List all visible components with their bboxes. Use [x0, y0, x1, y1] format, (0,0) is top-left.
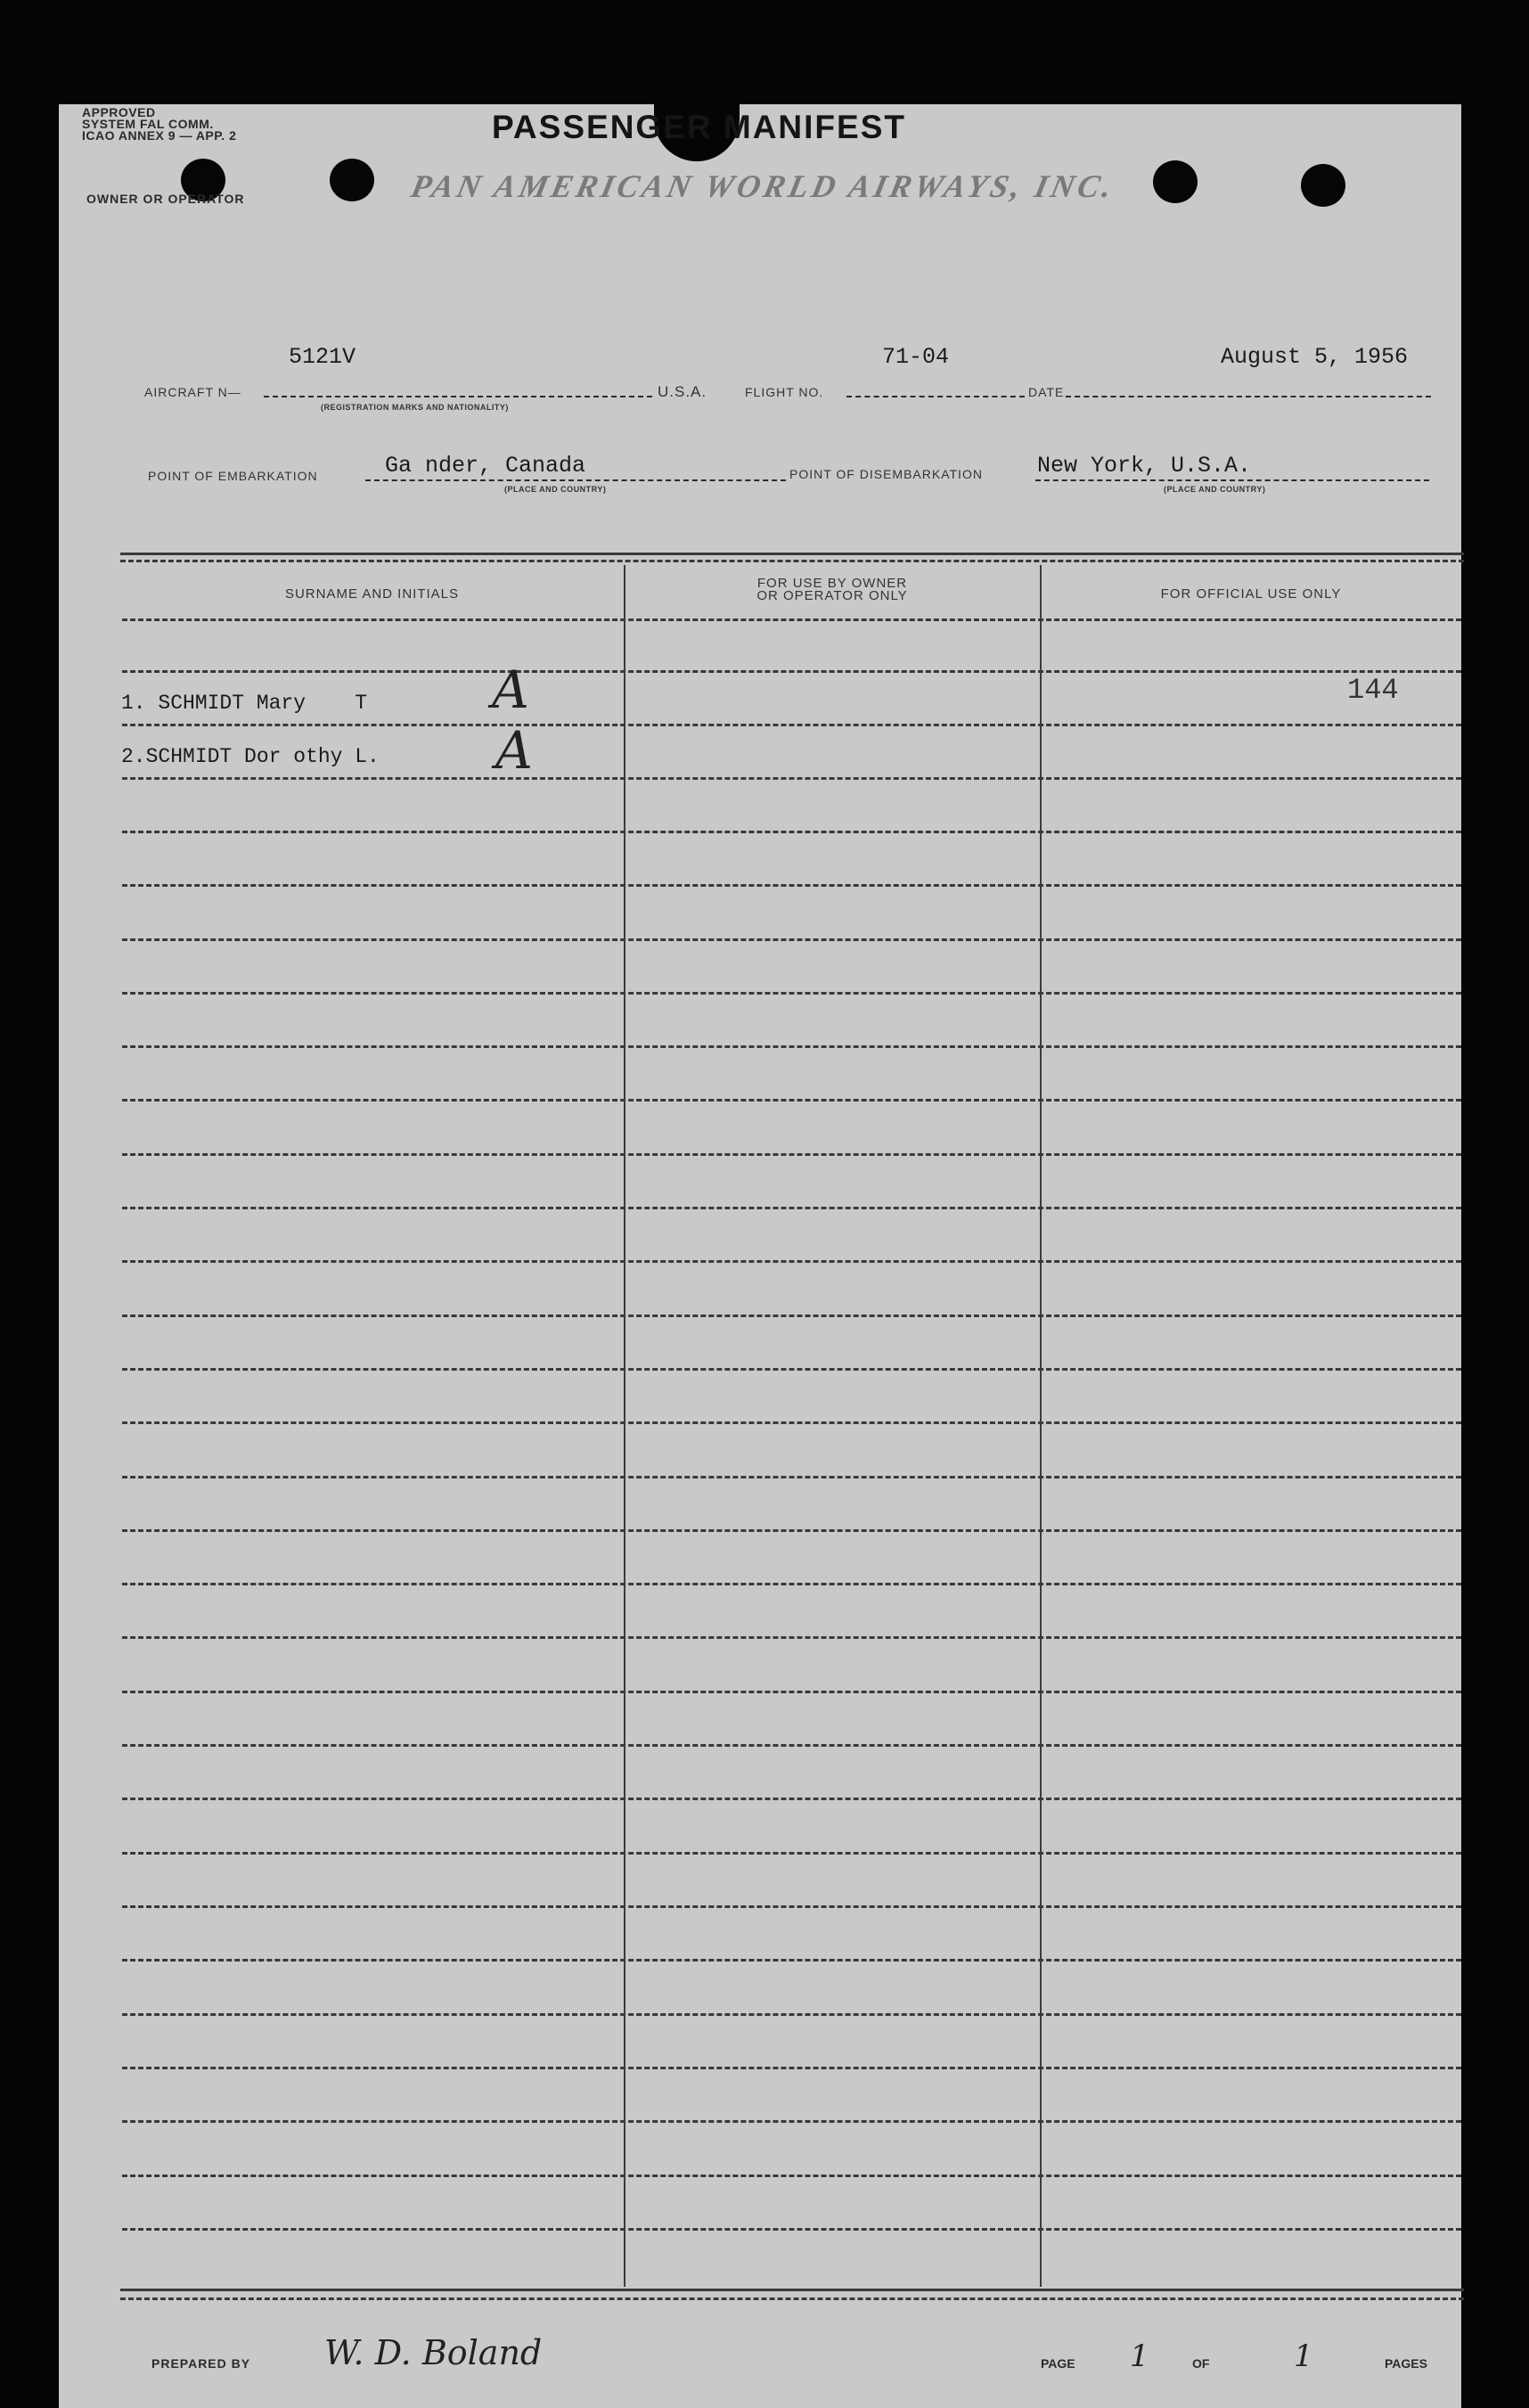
- punch-hole: [1153, 160, 1198, 203]
- page-title: PASSENGER MANIFEST: [492, 109, 906, 145]
- table-row-rule: [122, 1315, 1461, 1317]
- airline-name: PAN AMERICAN WORLD AIRWAYS, INC.: [407, 168, 1119, 204]
- table-row-rule: [122, 724, 1461, 726]
- table-row-rule: [122, 777, 1461, 780]
- table-row-rule: [122, 2013, 1461, 2016]
- page-total: 1: [1294, 2338, 1313, 2374]
- table-bottom-rule: [120, 2289, 1464, 2291]
- approval-block: [82, 107, 236, 142]
- table-row-rule: [122, 1798, 1461, 1800]
- aircraft-value: 5121V: [289, 344, 356, 370]
- table-row-rule: [122, 2175, 1461, 2177]
- usa-label: U.S.A.: [658, 383, 707, 400]
- table-row-rule: [122, 670, 1461, 673]
- table-row-rule: [122, 1636, 1461, 1639]
- disembarkation-value: New York, U.S.A.: [1037, 453, 1252, 479]
- col-header-line: OR OPERATOR ONLY: [756, 588, 908, 603]
- table-row-rule: [122, 1207, 1461, 1209]
- owner-label: OWNER OR OPERATOR: [86, 192, 245, 206]
- table-row-rule: [122, 618, 1461, 621]
- prepared-by-label: PREPARED BY: [151, 2356, 251, 2371]
- passenger-name: 1. SCHMIDT Mary T: [121, 692, 368, 715]
- table-top-rule: [120, 560, 1464, 562]
- table-row-rule: [122, 1691, 1461, 1693]
- punch-hole: [330, 159, 374, 201]
- aircraft-sublabel: (REGISTRATION MARKS AND NATIONALITY): [321, 403, 509, 412]
- embarkation-value: Ga nder, Canada: [385, 453, 586, 479]
- table-row-rule: [122, 884, 1461, 887]
- embarkation-sublabel: (PLACE AND COUNTRY): [504, 485, 607, 494]
- date-underline: [1066, 396, 1431, 397]
- table-row-rule: [122, 1529, 1461, 1532]
- handwritten-mark: A: [492, 659, 529, 720]
- date-label: DATE: [1028, 385, 1065, 399]
- table-row-rule: [122, 2120, 1461, 2123]
- table-row-rule: [122, 1744, 1461, 1747]
- manifest-sheet: [59, 104, 1461, 2408]
- passenger-name: 2.SCHMIDT Dor othy L.: [121, 745, 380, 768]
- col-header-line: FOR USE BY OWNER: [756, 576, 908, 591]
- approval-line: APPROVED: [82, 105, 156, 119]
- table-row-rule: [122, 1476, 1461, 1478]
- table-row-rule: [122, 1421, 1461, 1424]
- table-row-rule: [122, 1099, 1461, 1102]
- disembarkation-sublabel: (PLACE AND COUNTRY): [1164, 485, 1266, 494]
- page-number: 1: [1130, 2338, 1149, 2374]
- aircraft-underline: [264, 396, 652, 397]
- table-row-rule: [122, 992, 1461, 995]
- table-row-rule: [122, 1045, 1461, 1048]
- table-row-rule: [122, 1153, 1461, 1156]
- table-bottom-rule: [120, 2297, 1464, 2300]
- of-label: OF: [1192, 2356, 1210, 2371]
- page-label: PAGE: [1041, 2356, 1075, 2371]
- column-divider: [624, 565, 626, 2287]
- flight-label: FLIGHT NO.: [745, 385, 824, 399]
- table-row-rule: [122, 831, 1461, 833]
- table-row-rule: [122, 1852, 1461, 1855]
- table-row-rule: [122, 938, 1461, 941]
- flight-value: 71-04: [882, 344, 950, 370]
- official-number: 144: [1347, 674, 1399, 707]
- col-header-surname: SURNAME AND INITIALS: [284, 586, 460, 602]
- table-row-rule: [122, 2228, 1461, 2231]
- table-top-rule: [120, 553, 1464, 555]
- flight-underline: [846, 396, 1025, 397]
- table-row-rule: [122, 2067, 1461, 2069]
- date-value: August 5, 1956: [1221, 344, 1409, 370]
- approval-line: ICAO ANNEX 9 — APP. 2: [82, 128, 237, 143]
- punch-hole: [1301, 164, 1345, 207]
- signature: W. D. Boland: [324, 2333, 543, 2372]
- table-row-rule: [122, 1959, 1461, 1962]
- table-row-rule: [122, 1260, 1461, 1263]
- approval-line: SYSTEM FAL COMM.: [82, 117, 214, 131]
- pages-label: PAGES: [1385, 2356, 1427, 2371]
- table-row-rule: [122, 1368, 1461, 1371]
- handwritten-mark: A: [495, 720, 533, 781]
- embarkation-label: POINT OF EMBARKATION: [148, 469, 318, 483]
- disembarkation-underline: [1035, 479, 1429, 481]
- embarkation-underline: [365, 479, 786, 481]
- col-header-operator: [626, 577, 1039, 602]
- col-header-official: FOR OFFICIAL USE ONLY: [1160, 586, 1342, 602]
- aircraft-label: AIRCRAFT N—: [144, 385, 241, 399]
- table-row-rule: [122, 1905, 1461, 1908]
- column-divider: [1040, 565, 1042, 2287]
- disembarkation-label: POINT OF DISEMBARKATION: [789, 467, 983, 481]
- table-row-rule: [122, 1583, 1461, 1585]
